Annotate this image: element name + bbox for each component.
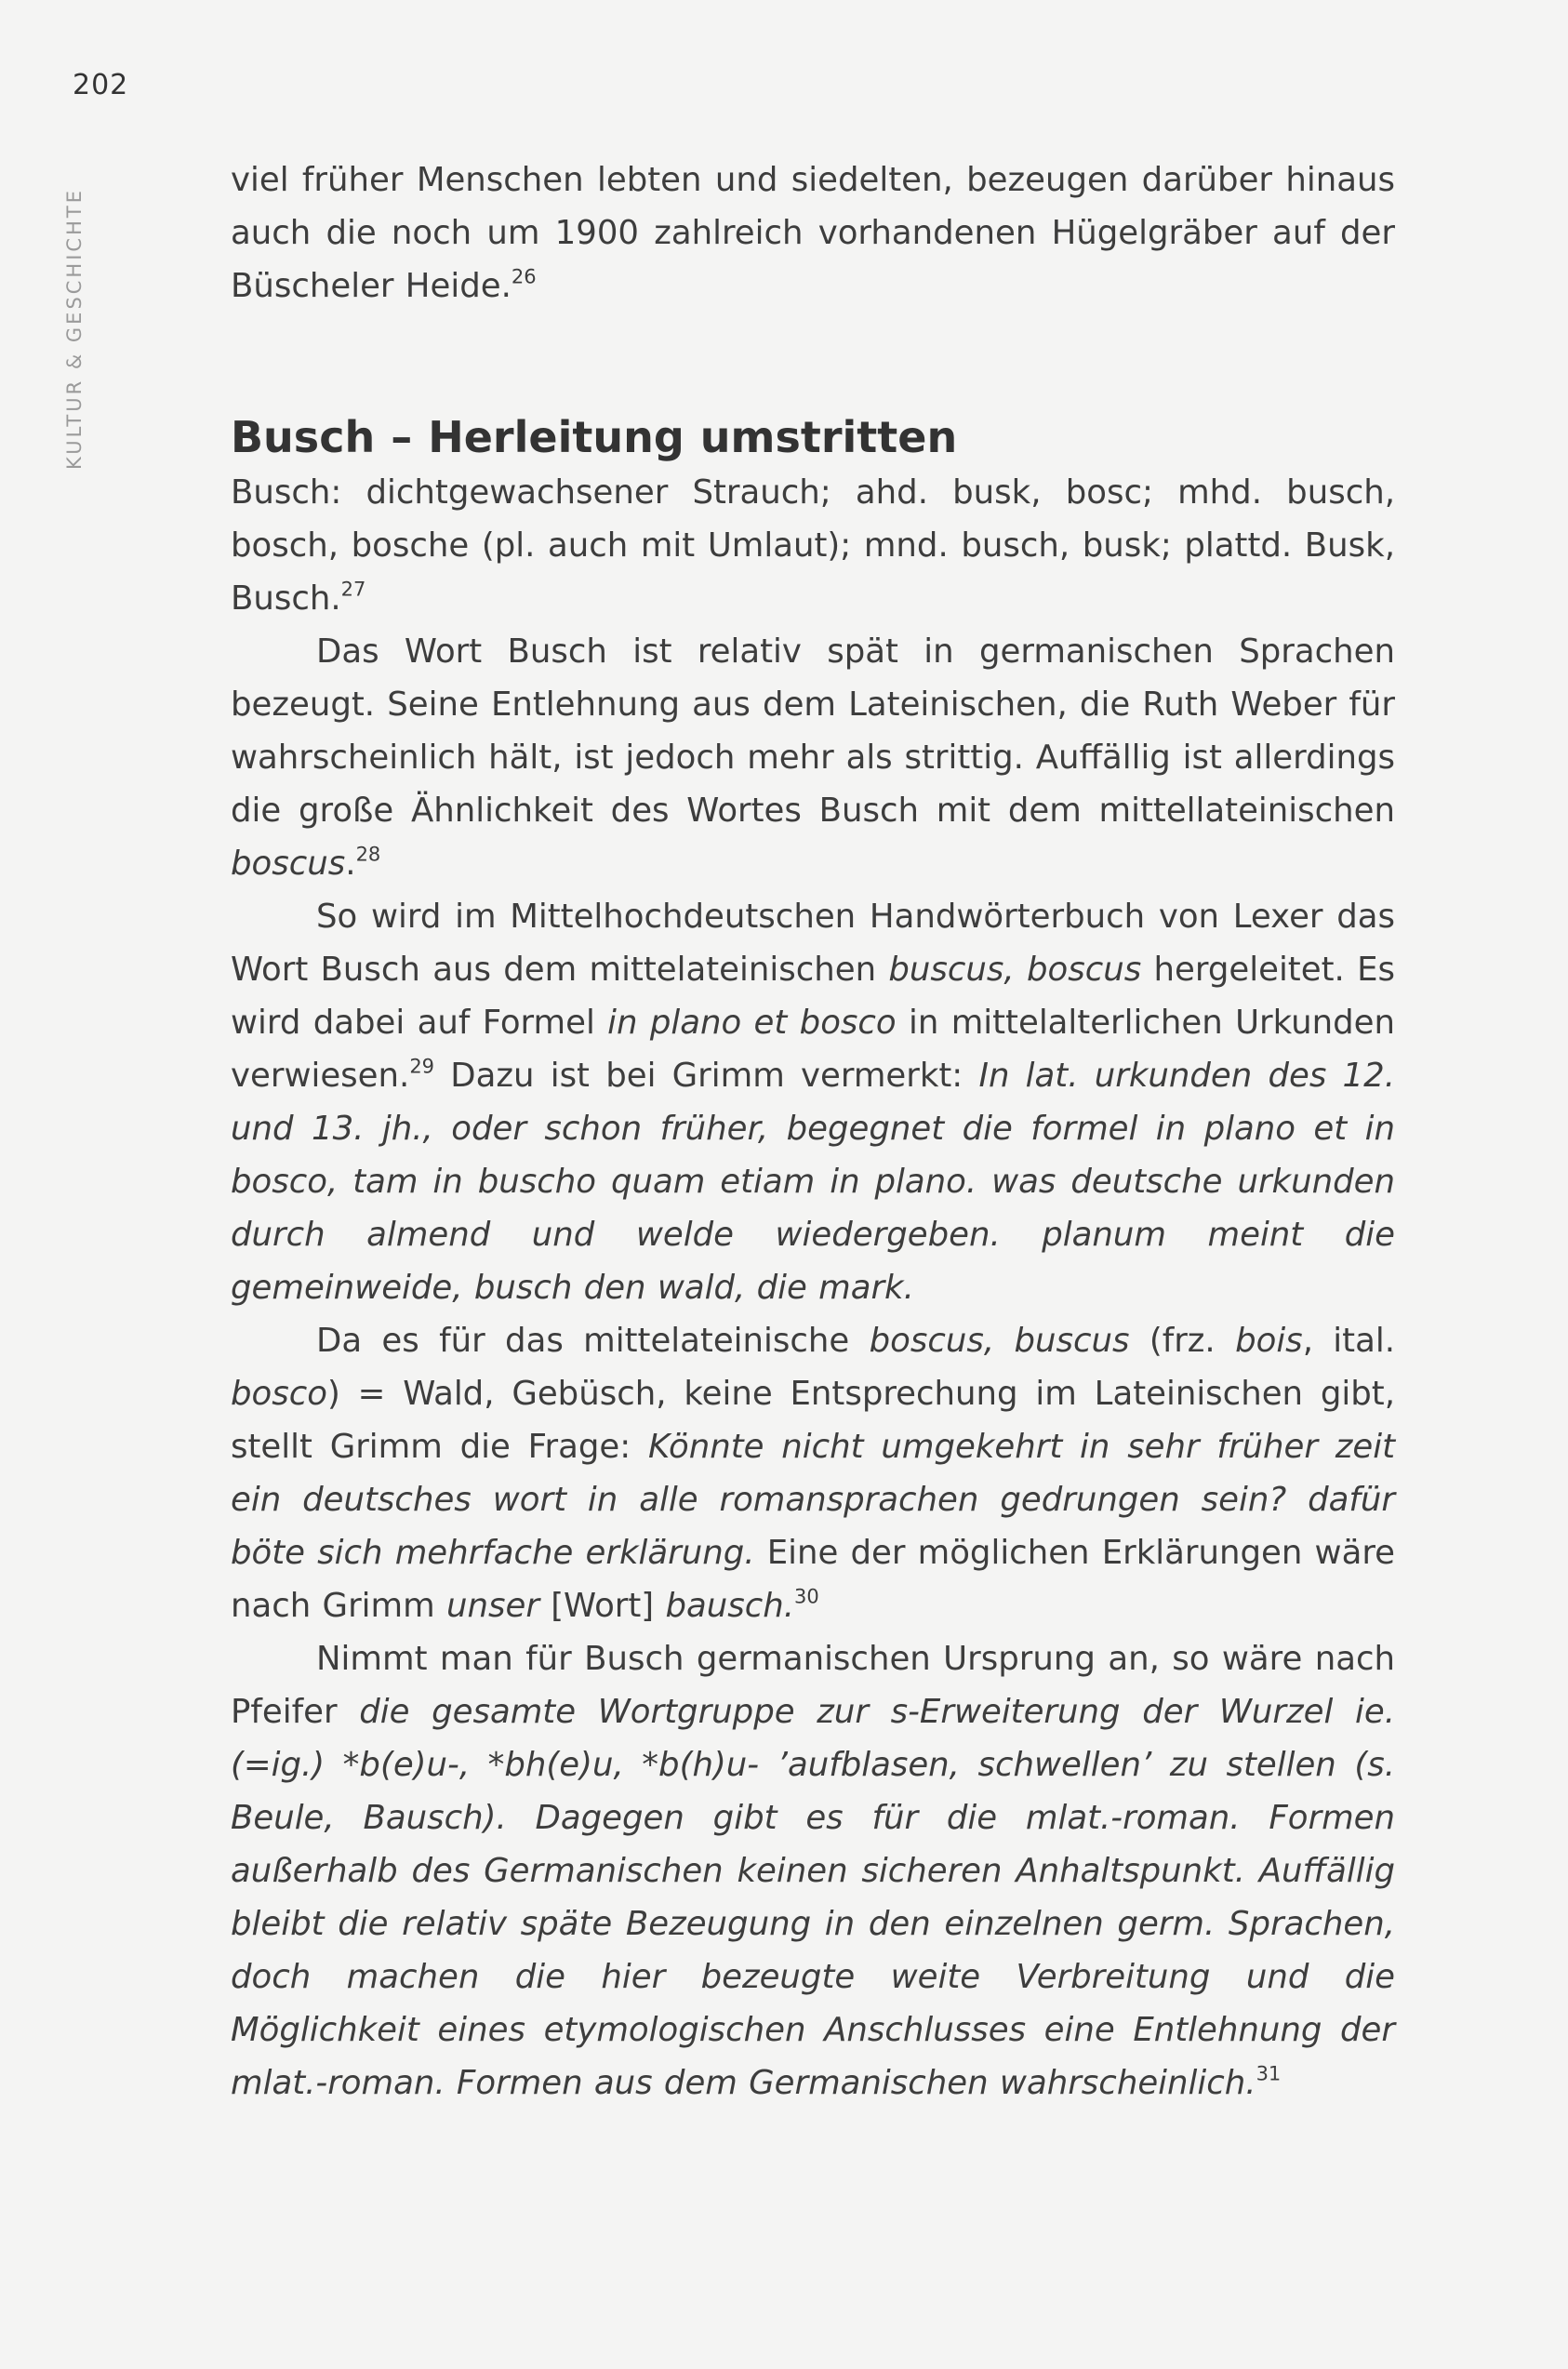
page-number: 202 [73, 69, 129, 101]
paragraph-2 [231, 625, 1395, 890]
italic-quote: die gesamte Wortgruppe zur s-Erweiterung der Wurzel ie. (=ig.) *b(e)u-, *bh(e)u, *b(h)u- ’aufblasen, schwellen’ zu stellen (s. Beule, Bausch). Dagegen gibt es für die mlat.-roman. Formen außerhalb des Germanischen keinen sicheren Anhaltspunkt. Auffällig bleibt die relativ späte Bezeugung in den einzelnen germ. Sprachen, doch machen die hier bezeugte weite Verbreitung und die Möglichkeit eines etymologischen Anschlusses eine Entlehnung der mlat.-roman. Formen aus dem Germanischen wahrscheinlich. [231, 1693, 1396, 2102]
paragraph-4 [231, 1314, 1395, 1632]
footnote-ref: 26 [511, 265, 537, 288]
paragraph-3 [231, 890, 1395, 1314]
italic-term: buscus, boscus [888, 951, 1142, 989]
text-run: [Wort] [538, 1587, 666, 1625]
text-run: , ital. [1302, 1322, 1395, 1360]
intro-paragraph [231, 153, 1395, 313]
text-run: Dazu ist bei Grimm vermerkt: [434, 1057, 979, 1095]
body-text [231, 153, 1395, 2109]
italic-term: boscus [231, 845, 346, 883]
text-run: ) = Wald, Gebüsch, keine Entsprechung im Lateinischen gibt, stellt Grimm die Frage: [231, 1375, 1395, 1466]
footnote-ref: 28 [355, 843, 381, 866]
text-run: Eine der möglichen Erklärungen wäre nach Grimm [231, 1534, 1395, 1625]
text-run: So wird im Mittelhochdeutschen Handwörterbuch von Lexer das Wort Busch aus dem mittelateinischen [231, 898, 1395, 989]
intro-text: viel früher Menschen lebten und siedelten, bezeugen darüber hinaus auch die noch um 1900 zahlreich vorhandenen Hügelgräber auf der Büscheler Heide. [231, 161, 1395, 305]
section-heading: Busch – Herleitung umstritten [231, 412, 958, 462]
italic-term: bois [1235, 1322, 1303, 1360]
text-run: Da es für das mittelateinische [316, 1322, 870, 1360]
italic-term: unser [445, 1587, 539, 1625]
text-run: (frz. [1129, 1322, 1236, 1360]
italic-term: bausch. [665, 1587, 795, 1625]
text-run: Nimmt man für Busch germanischen Ursprung an, so wäre nach Pfeifer [231, 1640, 1395, 1731]
italic-term: boscus, buscus [869, 1322, 1130, 1360]
italic-quote: In lat. urkunden des 12. und 13. jh., oder schon früher, begegnet die formel in plano et in bosco, tam in buscho quam etiam in plano. was deutsche urkunden durch almend und welde wiedergeben. planum meint die gemeinweide, busch den wald, die mark. [231, 1057, 1396, 1307]
footnote-ref: 30 [794, 1585, 819, 1608]
paragraph-2-text: Das Wort Busch ist relativ spät in germanischen Sprachen bezeugt. Seine Entlehnung aus dem Lateinischen, die Ruth Weber für wahrscheinlich hält, ist jedoch mehr als strittig. Auffällig ist allerdings die große Ähnlichkeit des Wortes Busch mit dem mittellateinischen [231, 632, 1395, 830]
running-head: KULTUR & GESCHICHTE [63, 188, 86, 470]
text-run: in mittelalterlichen Urkunden verwiesen. [231, 1004, 1395, 1095]
paragraph-1 [231, 466, 1395, 625]
punctuation: . [345, 845, 356, 883]
italic-quote: Könnte nicht umgekehrt in sehr früher zeit ein deutsches wort in alle romansprachen gedrungen sein? dafür böte sich mehrfache erklärung. [231, 1428, 1395, 1572]
italic-term: bosco [231, 1375, 327, 1413]
text-run: hergeleitet. Es wird dabei auf Formel [231, 951, 1395, 1042]
footnote-ref: 29 [409, 1055, 435, 1078]
footnote-ref: 31 [1256, 2062, 1282, 2085]
italic-term: in plano et bosco [607, 1004, 897, 1042]
paragraph-5 [231, 1632, 1395, 2109]
paragraph-1-text: Busch: dichtgewachsener Strauch; ahd. busk, bosc; mhd. busch, bosch, bosche (pl. auch mit Umlaut); mnd. busch, busk; plattd. Busk, Busch. [231, 473, 1395, 618]
footnote-ref: 27 [340, 578, 366, 601]
